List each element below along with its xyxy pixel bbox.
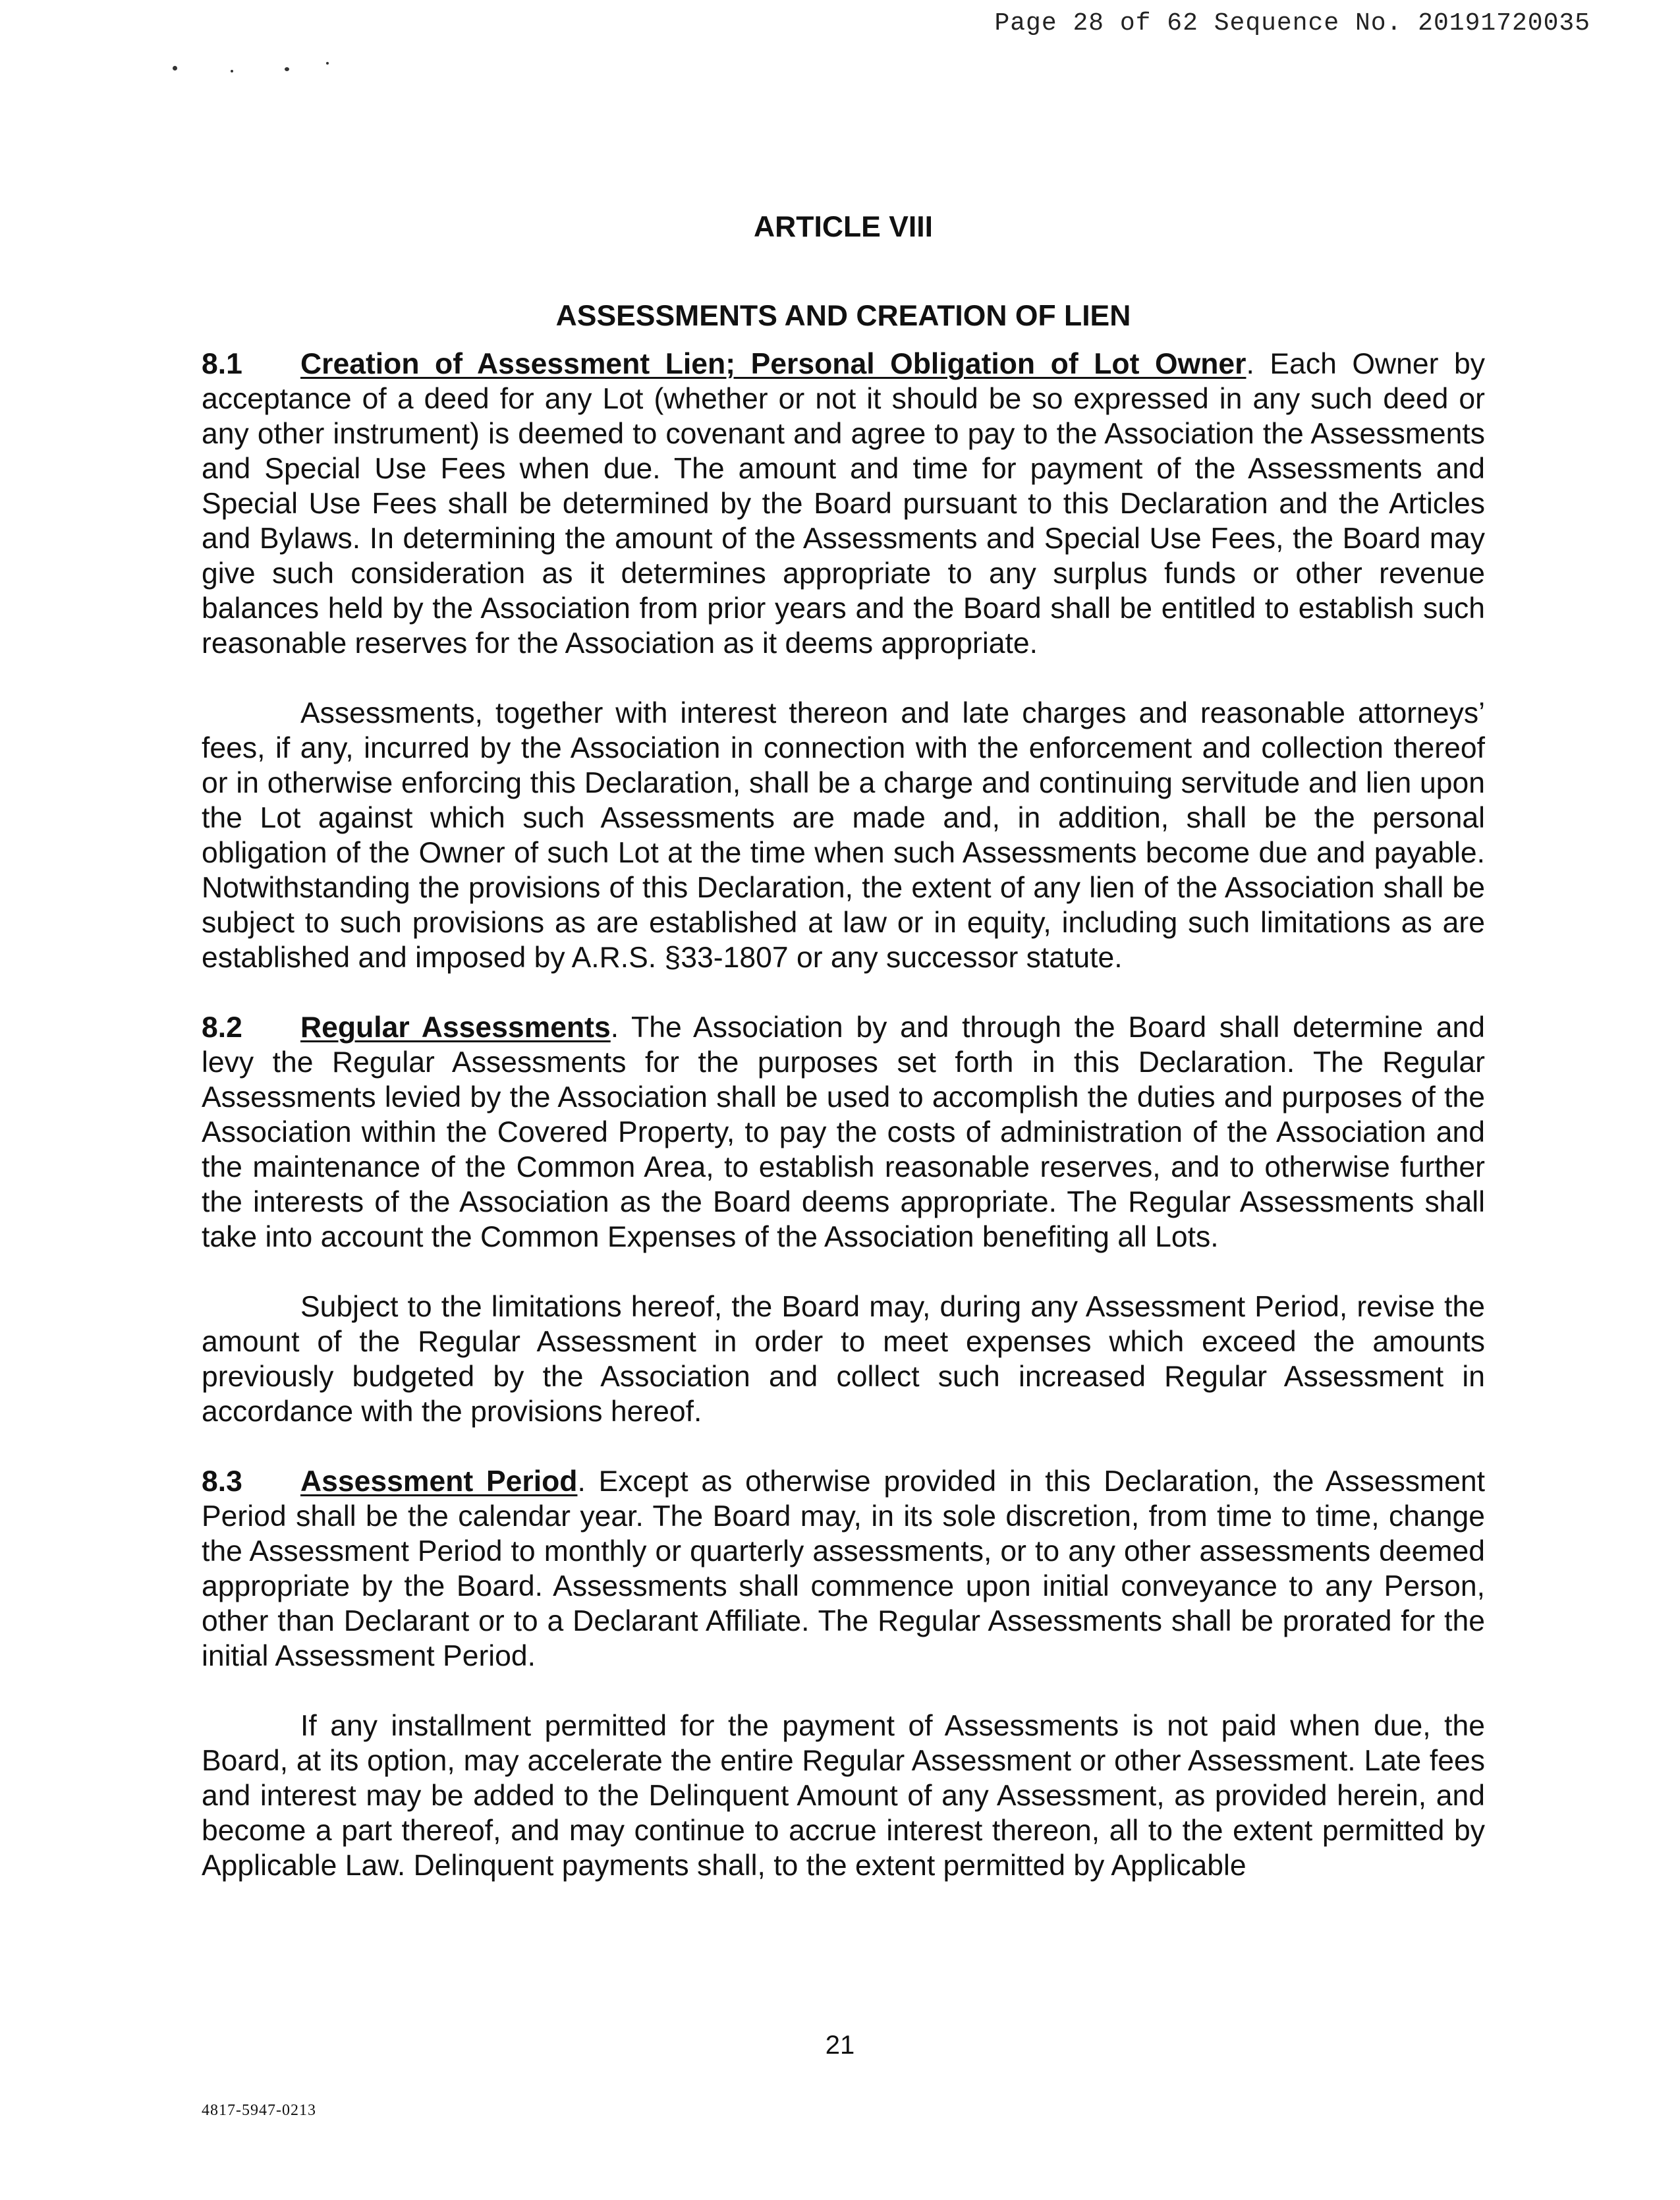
section-8-3-followup-paragraph: If any installment permitted for the payment of Assessments is not paid when due, the Board, at its option, may accelerate the entire Regular Assessment or other Assessment. Late fees and interest may be added to the Delinquent Amount of any Assessment, as provided herein, and become a part thereof, and may continue to accrue interest thereon, all to the extent permitted by Applicable Law. Delinquent payments shall, to the extent permitted by Applicable <box>202 1710 1485 1882</box>
document-id: 4817-5947-0213 <box>202 2102 316 2119</box>
section-text: . Except as otherwise provided in this Declaration, the Assessment Period shall be the calendar year. The Board may, in its sole discretion, from time to time, change the Assessment Period to monthly or quarterly assessments, or to any other assessments deemed appropriate by the Board. Assessments shall commence upon initial conveyance to any Person, other than Declarant or to a Declarant Affiliate. The Regular Assessments shall be prorated for the initial Assessment Period. <box>202 1465 1485 1672</box>
section-number: 8.2 <box>202 1011 242 1044</box>
document-body <box>202 210 1485 1918</box>
section-text: . Each Owner by acceptance of a deed for any Lot (whether or not it should be so expressed in any such deed or any other instrument) is deemed to covenant and agree to pay to the Association the Assessments and Special Use Fees when due. The amount and time for payment of the Assessments and Special Use Fees shall be determined by the Board pursuant to this Declaration and the Articles and Bylaws. In determining the amount of the Assessments and Special Use Fees, the Board may give such consideration as it determines appropriate to any surplus funds or other revenue balances held by the Association from prior years and the Board shall be entitled to establish such reasonable reserves for the Association as it deems appropriate. <box>202 348 1486 660</box>
section-8-2-paragraph <box>202 1010 1485 1255</box>
section-number: 8.1 <box>202 348 242 380</box>
section-text: . The Association by and through the Board shall determine and levy the Regular Assessments for the purposes set forth in this Declaration. The Regular Assessments levied by the Association shall be used to accomplish the duties and purposes of the Association within the Covered Property, to pay the costs of administration of the Association and the maintenance of the Common Area, to establish reasonable reserves, and to otherwise further the interests of the Association as the Board deems appropriate. The Regular Assessments shall take into account the Common Expenses of the Association benefiting all Lots. <box>202 1011 1485 1253</box>
section-title: Assessment Period <box>300 1465 578 1498</box>
section-8-1-paragraph <box>202 347 1485 661</box>
section-title: Regular Assessments <box>300 1011 611 1044</box>
scan-specks <box>173 66 344 92</box>
speck <box>173 66 177 71</box>
section-8-3-paragraph <box>202 1464 1485 1674</box>
section-8-1-followup-paragraph: Assessments, together with interest thereon and late charges and reasonable attorneys’ fees, if any, incurred by the Association in connection with the enforcement and collection thereof or in otherwise enforcing this Declaration, shall be a charge and continuing servitude and lien upon the Lot against which such Assessments are made and, in addition, shall be the personal obligation of the Owner of such Lot at the time when such Assessments become due and payable. Notwithstanding the provisions of this Declaration, the extent of any lien of the Association shall be subject to such provisions as are established at law or in equity, including such limitations as are established and imposed by A.R.S. §33-1807 or any successor statute. <box>202 697 1485 974</box>
page-sequence-header: Page 28 of 62 Sequence No. 20191720035 <box>994 9 1590 38</box>
page-number: 21 <box>825 2031 855 2060</box>
section-title: Creation of Assessment Lien; Personal Obligation of Lot Owner <box>300 348 1246 380</box>
article-number: ARTICLE VIII <box>754 211 933 243</box>
section-number: 8.3 <box>202 1465 242 1498</box>
article-title: ASSESSMENTS AND CREATION OF LIEN <box>555 300 1131 332</box>
speck <box>326 62 329 65</box>
section-8-2-followup-paragraph: Subject to the limitations hereof, the Board may, during any Assessment Period, revise the amount of the Regular Assessment in order to meet expenses which exceed the amounts previously budgeted by the Association and collect such increased Regular Assessment in accordance with the provisions hereof. <box>202 1291 1485 1428</box>
speck <box>231 70 233 72</box>
speck <box>285 67 289 71</box>
